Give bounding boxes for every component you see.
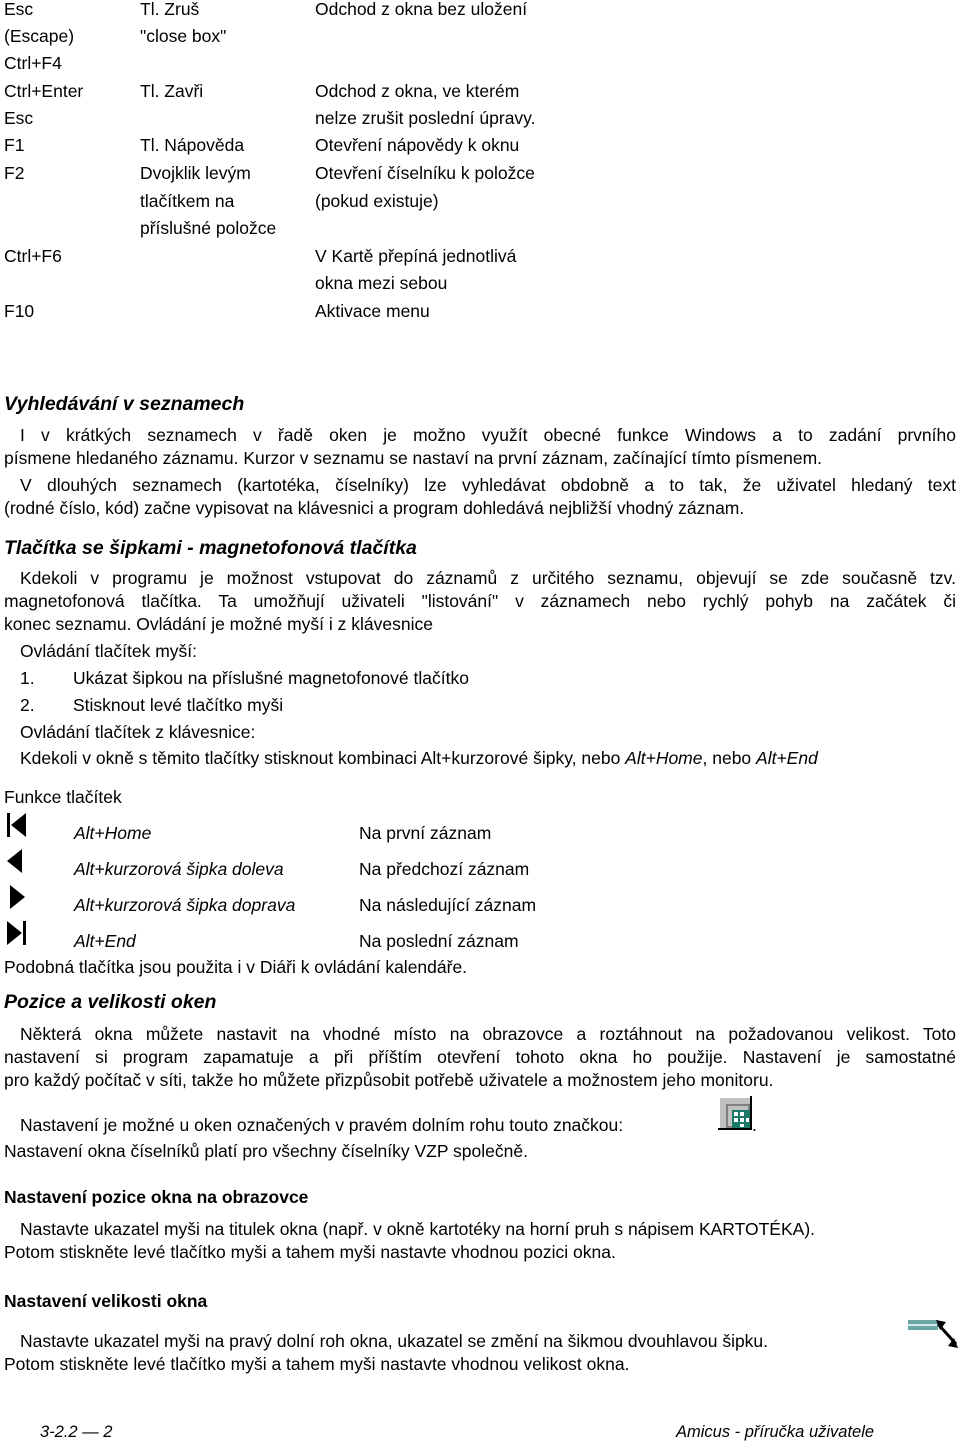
action-cell: Tl. Nápověda bbox=[140, 135, 245, 155]
desc-cell: Otevření číselníku k položce bbox=[315, 163, 535, 183]
key-cell: (Escape) bbox=[4, 26, 75, 46]
desc-cell: okna mezi sebou bbox=[315, 273, 448, 293]
text-run: , nebo bbox=[702, 748, 757, 768]
position-heading: Nastavení pozice okna na obrazovce bbox=[4, 1187, 309, 1207]
key-cell: Ctrl+F6 bbox=[4, 246, 62, 266]
action-cell: Tl. Zavři bbox=[140, 81, 204, 101]
button-description: Na následující záznam bbox=[359, 895, 537, 915]
action-cell: "close box" bbox=[140, 26, 227, 46]
action-cell: Tl. Zruš bbox=[140, 0, 200, 19]
text-line: konec seznamu. Ovládání je možné myší i z klávesnice bbox=[4, 614, 433, 634]
key-cell: Ctrl+Enter bbox=[4, 81, 84, 101]
shortcut-label: Alt+Home bbox=[74, 823, 152, 843]
desc-cell: Aktivace menu bbox=[315, 301, 430, 321]
search-paragraph-2 bbox=[4, 474, 956, 520]
windows-heading: Pozice a velikosti oken bbox=[4, 991, 217, 1013]
button-description: Na první záznam bbox=[359, 823, 492, 843]
key-cell: Ctrl+F4 bbox=[4, 53, 62, 73]
text-line: magnetofonová tlačítka. Ta umožňují uživateli "listování" v záznamech nebo rychlý pohyb na začátek či bbox=[4, 591, 956, 611]
key-cell: Esc bbox=[4, 0, 34, 19]
size-text-line: Nastavte ukazatel myši na pravý dolní roh okna, ukazatel se změní na šikmou dvouhlavou šipku. bbox=[20, 1331, 769, 1351]
keyboard-control-text bbox=[20, 747, 818, 769]
text-line: písmene hledaného záznamu. Kurzor v seznamu se nastaví na první záznam, začínající tímto písmenem. bbox=[4, 448, 823, 468]
step-number: 2. bbox=[20, 695, 35, 715]
desc-cell: Odchod z okna bez uložení bbox=[315, 0, 528, 19]
text-line: V dlouhých seznamech (kartotéka, číselníky) lze vyhledávat obdobně a to tak, že uživatel hledaný text bbox=[20, 475, 956, 495]
desc-cell: nelze zrušit poslední úpravy. bbox=[315, 108, 536, 128]
action-cell: příslušné položce bbox=[140, 218, 277, 238]
resize-note: Nastavení je možné u oken označených v pravém dolním rohu touto značkou: bbox=[20, 1115, 624, 1135]
last-record-icon bbox=[6, 920, 28, 946]
text-line: (rodné číslo, kód) začne vypisovat na klávesnici a program dohledává nejbližší vhodný záznam. bbox=[4, 498, 745, 518]
keyboard-control-label: Ovládání tlačítek z klávesnice: bbox=[20, 722, 256, 742]
diagonal-resize-cursor-icon bbox=[908, 1318, 960, 1350]
key-cell: Esc bbox=[4, 108, 34, 128]
key-cell: F1 bbox=[4, 135, 25, 155]
text-line: I v krátkých seznamech v řadě oken je možno využít obecné funkce Windows a to zadání prvního bbox=[20, 425, 956, 445]
action-cell: tlačítkem na bbox=[140, 191, 235, 211]
key-cell: F2 bbox=[4, 163, 25, 183]
desc-cell: Odchod z okna, ve kterém bbox=[315, 81, 520, 101]
codelist-note: Nastavení okna číselníků platí pro všechny číselníky VZP společně. bbox=[4, 1141, 528, 1161]
first-record-icon bbox=[6, 812, 26, 838]
footer-page-number: 3-2.2 — 2 bbox=[40, 1423, 113, 1441]
step-text: Ukázat šipkou na příslušné magnetofonové tlačítko bbox=[73, 668, 469, 688]
action-cell: Dvojklik levým bbox=[140, 163, 251, 183]
functions-label: Funkce tlačítek bbox=[4, 787, 122, 807]
shortcut-label: Alt+kurzorová šipka doprava bbox=[74, 895, 296, 915]
shortcut-end: Alt+End bbox=[756, 748, 818, 768]
footer-title: Amicus - příručka uživatele bbox=[676, 1423, 875, 1441]
step-text: Stisknout levé tlačítko myši bbox=[73, 695, 284, 715]
text-line: Kdekoli v programu je možnost vstupovat do záznamů z určitého seznamu, objevují se zde současně tzv. bbox=[20, 568, 956, 588]
resize-grip-icon bbox=[718, 1096, 752, 1130]
tape-heading: Tlačítka se šipkami - magnetofonová tlačítka bbox=[4, 537, 417, 559]
resize-note-end: . bbox=[752, 1115, 757, 1135]
windows-paragraph bbox=[4, 1023, 956, 1092]
text-run: Kdekoli v okně s těmito tlačítky stisknout kombinaci Alt+kurzorové šipky, nebo bbox=[20, 748, 626, 768]
button-description: Na poslední záznam bbox=[359, 931, 519, 951]
shortcut-home: Alt+Home bbox=[625, 748, 703, 768]
desc-cell: Otevření nápovědy k oknu bbox=[315, 135, 520, 155]
desc-cell: V Kartě přepíná jednotlivá bbox=[315, 246, 517, 266]
button-description: Na předchozí záznam bbox=[359, 859, 530, 879]
step-number: 1. bbox=[20, 668, 35, 688]
key-cell: F10 bbox=[4, 301, 35, 321]
previous-record-icon bbox=[6, 848, 24, 874]
tape-note: Podobná tlačítka jsou použita i v Diáři k ovládání kalendáře. bbox=[4, 957, 468, 977]
tape-paragraph bbox=[4, 567, 956, 636]
text-line: Některá okna můžete nastavit na vhodné místo na obrazovce a roztáhnout na požadovanou velikost. Toto bbox=[20, 1024, 956, 1044]
text-line: pro každý počítač v síti, takže ho můžete přizpůsobit potřebě uživatele a možnostem jeho monitoru. bbox=[4, 1070, 774, 1090]
next-record-icon bbox=[8, 884, 26, 910]
mouse-control-label: Ovládání tlačítek myší: bbox=[20, 641, 198, 661]
desc-cell: (pokud existuje) bbox=[315, 191, 439, 211]
position-text-line: Potom stiskněte levé tlačítko myši a tahem myši nastavte vhodnou pozici okna. bbox=[4, 1242, 616, 1262]
shortcut-label: Alt+End bbox=[74, 931, 136, 951]
size-text-line: Potom stiskněte levé tlačítko myši a tahem myši nastavte vhodnou velikost okna. bbox=[4, 1354, 630, 1374]
search-paragraph-1 bbox=[4, 424, 956, 470]
text-line: nastavení si program zapamatuje a při příštím otevření tohoto okna ho použije. Nastavení je samostatné bbox=[4, 1047, 956, 1067]
position-text-line: Nastavte ukazatel myši na titulek okna (např. v okně kartotéky na horní pruh s nápisem KARTOTÉKA). bbox=[20, 1219, 816, 1239]
shortcut-label: Alt+kurzorová šipka doleva bbox=[74, 859, 284, 879]
search-heading: Vyhledávání v seznamech bbox=[4, 393, 245, 415]
size-heading: Nastavení velikosti okna bbox=[4, 1291, 208, 1311]
